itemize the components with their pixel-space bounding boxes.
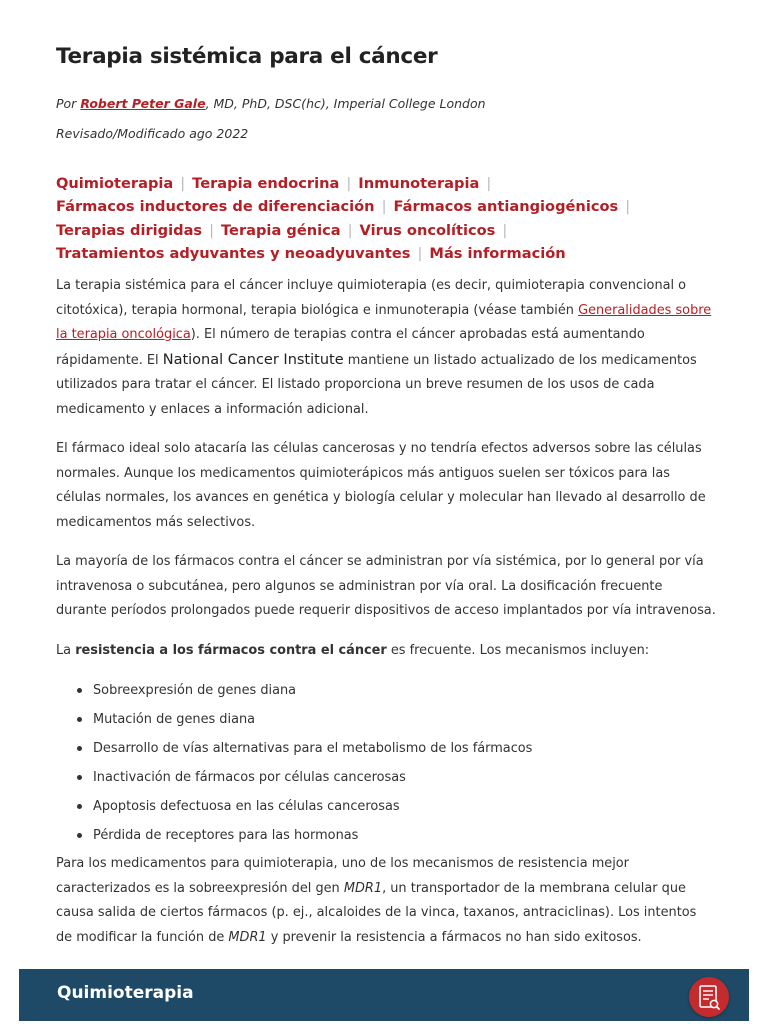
toc-separator: | xyxy=(502,221,508,239)
toc-line xyxy=(56,242,637,265)
paragraph-text: Para los medicamentos para quimioterapia, uno de los mecanismos de resistencia mejor caracterizados es la sobreexpresión del gen xyxy=(56,856,629,896)
table-of-contents xyxy=(56,172,637,265)
toc-link-inmunoterapia[interactable]: Inmunoterapia xyxy=(358,175,480,192)
paragraph-text: y prevenir la resistencia a fármacos no han sido exitosos. xyxy=(266,929,642,945)
gene-name: MDR1 xyxy=(228,929,267,945)
paragraph-mdr1 xyxy=(56,852,716,950)
list-item: Pérdida de receptores para las hormonas xyxy=(93,821,716,850)
page-title: Terapia sistémica para el cáncer xyxy=(56,44,438,69)
toc-link-terapia-endocrina[interactable]: Terapia endocrina xyxy=(192,175,340,192)
toc-link-quimioterapia[interactable]: Quimioterapia xyxy=(56,175,174,192)
reviewed-date: Revisado/Modificado ago 2022 xyxy=(56,126,249,141)
byline-prefix: Por xyxy=(56,96,81,111)
toc-link-terapias-dirigidas[interactable]: Terapias dirigidas xyxy=(56,221,203,239)
paragraph-text: ). El número de terapias contra el cáncer aprobadas está aumentando rápidamente. El xyxy=(56,327,645,368)
toc-line xyxy=(56,195,637,218)
toc-separator: | xyxy=(209,221,215,239)
paragraph-text: mantiene un listado actualizado de los medicamentos utilizados para tratar el cáncer. El listado proporciona un breve resumen de los usos de cada medicamento y enlaces a información adicional. xyxy=(56,352,697,417)
list-item: Apoptosis defectuosa en las células cancerosas xyxy=(93,792,716,821)
generalidades-link[interactable]: Generalidades sobre la terapia oncológica xyxy=(56,302,712,342)
toc-separator: | xyxy=(417,244,423,262)
list-item: Inactivación de fármacos por células cancerosas xyxy=(93,763,716,792)
paragraph-intro xyxy=(56,274,716,422)
document-search-icon xyxy=(689,977,729,1017)
paragraph-ideal-drug: El fármaco ideal solo atacaría las células cancerosas y no tendría efectos adversos sobre las células normales. Aunque los medicamentos quimioterápicos más antiguos suelen ser tóxicos para las células normales, los avances en genética y biología celular y molecular han llevado al desarrollo de medicamentos más selectivos. xyxy=(56,441,706,530)
toc-link-mas-informacion[interactable]: Más información xyxy=(429,244,566,262)
byline xyxy=(56,96,486,111)
toc-line xyxy=(56,172,637,195)
gene-name: MDR1 xyxy=(343,880,383,896)
paragraph-administration: La mayoría de los fármacos contra el cáncer se administran por vía sistémica, por lo general por vía intravenosa o subcutánea, pero algunos se administran por vía oral. La dosificación frecuente durante períodos prolongados puede requerir dispositivos de acceso implantados por vía intravenosa. xyxy=(56,554,716,618)
section-header-quimioterapia[interactable] xyxy=(19,969,749,1021)
nci-reference: National Cancer Institute xyxy=(162,351,344,368)
list-item: Desarrollo de vías alternativas para el metabolismo de los fármacos xyxy=(93,734,716,763)
toc-separator: | xyxy=(486,175,492,192)
toc-separator: | xyxy=(381,198,387,216)
resistance-term: resistencia a los fármacos contra el cáncer xyxy=(75,642,387,658)
article-body xyxy=(56,274,716,965)
toc-separator: | xyxy=(180,175,186,192)
toc-separator: | xyxy=(625,198,631,216)
toc-link-virus-oncoliticos[interactable]: Virus oncolíticos xyxy=(359,221,496,239)
toc-separator: | xyxy=(347,221,353,239)
mechanisms-list xyxy=(56,676,716,850)
document-search-button[interactable] xyxy=(689,977,729,1017)
list-item: Sobreexpresión de genes diana xyxy=(93,676,716,705)
toc-line xyxy=(56,219,637,242)
paragraph-text: , un transportador de la membrana celular que causa salida de ciertos fármacos (p. ej., alcaloides de la vinca, taxanos, antraciclinas). Los intentos de modificar la función de xyxy=(56,880,697,945)
toc-link-farmacos-inductores[interactable]: Fármacos inductores de diferenciación xyxy=(56,198,375,216)
author-link[interactable]: Robert Peter Gale xyxy=(80,96,206,111)
paragraph-text: La xyxy=(56,642,76,658)
section-title: Quimioterapia xyxy=(57,983,194,1003)
list-item: Mutación de genes diana xyxy=(93,705,716,734)
toc-separator: | xyxy=(346,175,352,192)
author-credentials: , MD, PhD, DSC(hc), Imperial College London xyxy=(205,96,486,111)
paragraph-text: es frecuente. Los mecanismos incluyen: xyxy=(386,642,650,658)
paragraph-text: La terapia sistémica para el cáncer incluye quimioterapia (es decir, quimioterapia convencional o citotóxica), terapia hormonal, terapia biológica e inmunoterapia (véase también xyxy=(56,278,687,318)
toc-link-farmacos-antiangiogenicos[interactable]: Fármacos antiangiogénicos xyxy=(393,198,619,216)
toc-link-tratamientos-adyuvantes[interactable]: Tratamientos adyuvantes y neoadyuvantes xyxy=(56,244,411,262)
paragraph-resistance xyxy=(56,639,716,664)
toc-link-terapia-genica[interactable]: Terapia génica xyxy=(221,221,341,239)
